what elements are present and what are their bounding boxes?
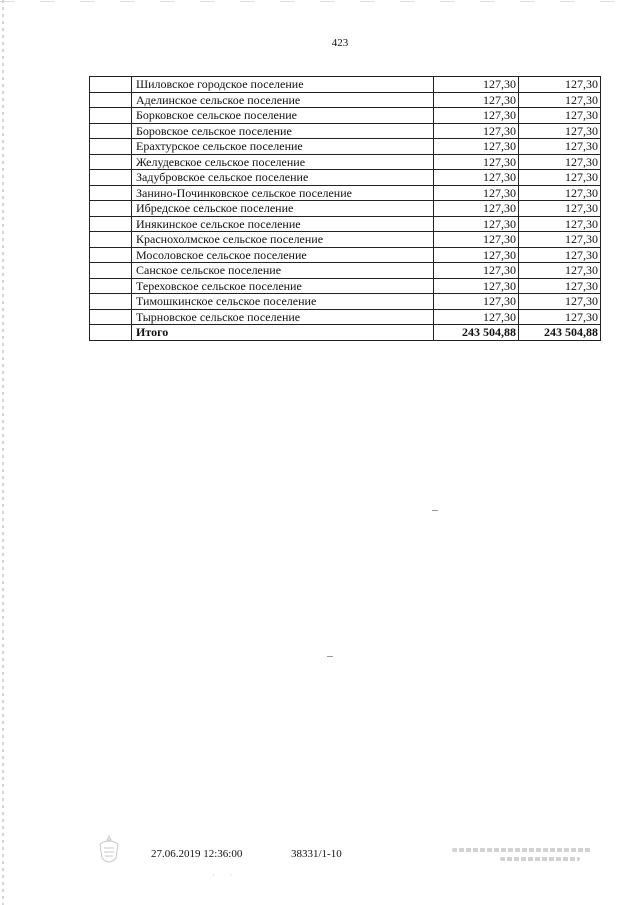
faint-stamp-line: [452, 848, 592, 852]
footer-document-code: 38331/1-10: [291, 848, 342, 860]
faint-stamp-line: [500, 857, 580, 861]
amount-value-2: 127,30: [519, 154, 601, 170]
amount-value-2: 127,30: [519, 92, 601, 108]
row-number-cell: [90, 278, 132, 294]
table-row: [90, 170, 601, 186]
row-number-cell: [90, 247, 132, 263]
row-number-cell: [90, 108, 132, 124]
amount-value-2: 127,30: [519, 216, 601, 232]
amount-value-2: 127,30: [519, 185, 601, 201]
footer-datetime: 27.06.2019 12:36:00: [151, 848, 243, 860]
row-number-cell: [90, 123, 132, 139]
row-number-cell: [90, 154, 132, 170]
amount-value-2: 127,30: [519, 263, 601, 279]
settlement-name: Ерахтурское сельское поселение: [132, 139, 434, 155]
row-number-cell: [90, 309, 132, 325]
table-row: [90, 108, 601, 124]
amount-value: 127,30: [434, 247, 519, 263]
row-number-cell: [90, 216, 132, 232]
row-number-cell: [90, 92, 132, 108]
scan-edge-left: [2, 0, 4, 905]
table-row: [90, 185, 601, 201]
amount-value-2: 127,30: [519, 139, 601, 155]
amount-value-2: 127,30: [519, 309, 601, 325]
table-row: [90, 123, 601, 139]
row-number-cell: [90, 139, 132, 155]
row-number-cell: [90, 263, 132, 279]
settlement-name: Санское сельское поселение: [132, 263, 434, 279]
settlement-name: Задубровское сельское поселение: [132, 170, 434, 186]
amount-value-2: 127,30: [519, 123, 601, 139]
table-row: [90, 77, 601, 93]
settlement-name: Тимошкинское сельское поселение: [132, 294, 434, 310]
settlement-name: Боровское сельское поселение: [132, 123, 434, 139]
settlement-name: Тереховское сельское поселение: [132, 278, 434, 294]
amount-value: 127,30: [434, 108, 519, 124]
settlement-name: Тырновское сельское поселение: [132, 309, 434, 325]
amount-value-2: 127,30: [519, 77, 601, 93]
table-row: [90, 278, 601, 294]
amount-value: 127,30: [434, 216, 519, 232]
row-number-cell: [90, 294, 132, 310]
table-row: [90, 232, 601, 248]
scan-speck: [432, 510, 438, 511]
settlement-name: Аделинское сельское поселение: [132, 92, 434, 108]
amount-value: 127,30: [434, 263, 519, 279]
amount-value: 127,30: [434, 185, 519, 201]
table-row: [90, 154, 601, 170]
table-row: [90, 92, 601, 108]
table-row: [90, 216, 601, 232]
settlement-name: Инякинское сельское поселение: [132, 216, 434, 232]
budget-table: [89, 76, 601, 341]
table-row: [90, 247, 601, 263]
settlement-name: Желудевское сельское поселение: [132, 154, 434, 170]
settlement-name: Борковское сельское поселение: [132, 108, 434, 124]
amount-value-2: 127,30: [519, 247, 601, 263]
scan-dots: · ·: [212, 870, 239, 880]
amount-value: 127,30: [434, 170, 519, 186]
amount-value-2: 127,30: [519, 201, 601, 217]
amount-value: 127,30: [434, 278, 519, 294]
amount-value: 127,30: [434, 92, 519, 108]
settlement-name: Мосоловское сельское поселение: [132, 247, 434, 263]
table-total-row: [90, 325, 601, 341]
amount-value: 127,30: [434, 77, 519, 93]
table-row: [90, 294, 601, 310]
amount-value-2: 127,30: [519, 232, 601, 248]
amount-value: 127,30: [434, 154, 519, 170]
budget-table-body: [90, 77, 601, 341]
amount-value: 127,30: [434, 201, 519, 217]
amount-value: 127,30: [434, 232, 519, 248]
amount-value-2: 127,30: [519, 294, 601, 310]
settlement-name: Краснохолмское сельское поселение: [132, 232, 434, 248]
row-number-cell: [90, 325, 132, 341]
scan-speck: [327, 656, 333, 657]
amount-value-2: 127,30: [519, 170, 601, 186]
faint-signature-stamp: [452, 843, 592, 866]
amount-value: 127,30: [434, 139, 519, 155]
row-number-cell: [90, 201, 132, 217]
settlement-name: Ибредское сельское поселение: [132, 201, 434, 217]
scan-edge-top: [0, 1, 640, 2]
amount-value: 127,30: [434, 123, 519, 139]
total-label: Итого: [132, 325, 434, 341]
row-number-cell: [90, 232, 132, 248]
amount-value: 127,30: [434, 309, 519, 325]
coat-of-arms-icon: [94, 834, 124, 868]
settlement-name: Занино-Починковское сельское поселение: [132, 185, 434, 201]
table-row: [90, 263, 601, 279]
total-value: 243 504,88: [434, 325, 519, 341]
page-number: 423: [331, 37, 349, 49]
amount-value-2: 127,30: [519, 108, 601, 124]
table-row: [90, 139, 601, 155]
total-value-2: 243 504,88: [519, 325, 601, 341]
row-number-cell: [90, 185, 132, 201]
amount-value-2: 127,30: [519, 278, 601, 294]
row-number-cell: [90, 77, 132, 93]
settlement-name: Шиловское городское поселение: [132, 77, 434, 93]
table-row: [90, 309, 601, 325]
table-row: [90, 201, 601, 217]
amount-value: 127,30: [434, 294, 519, 310]
row-number-cell: [90, 170, 132, 186]
